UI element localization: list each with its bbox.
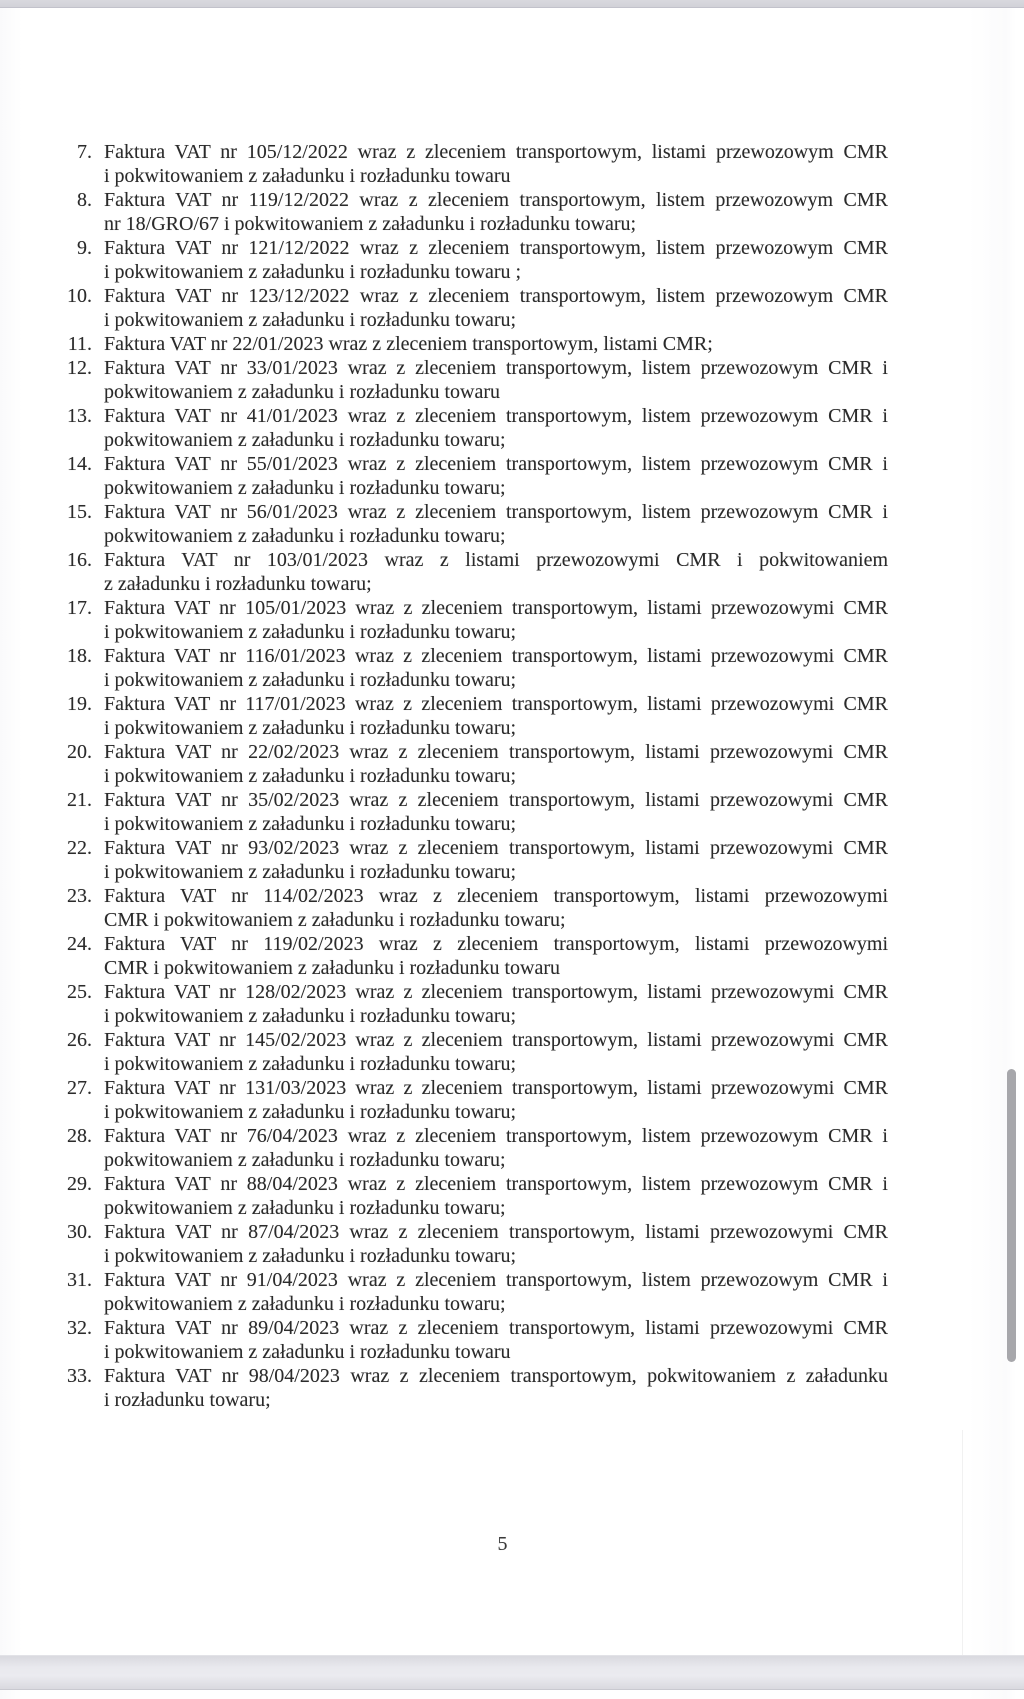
list-item-lines (104, 1124, 888, 1172)
list-item-number: 25. (67, 981, 92, 1003)
list-item-line: i pokwitowaniem z załadunku i rozładunku towaru; (104, 621, 517, 643)
list-item-line: i pokwitowaniem z załadunku i rozładunku towaru; (104, 861, 517, 883)
list-item-line: i pokwitowaniem z załadunku i rozładunku towaru; (104, 1245, 517, 1267)
list-item-lines (104, 548, 888, 596)
list-item-number: 26. (67, 1029, 92, 1051)
list-item (56, 236, 888, 284)
list-item-lines (104, 1028, 888, 1076)
list-item-lines (104, 692, 888, 740)
list-item-lines (104, 596, 888, 644)
list-item (56, 1076, 888, 1124)
list-item-number: 14. (67, 453, 92, 475)
list-item-line: Faktura VAT nr 93/02/2023 wraz z zleceniem transportowym, listami przewozowymi CMR (104, 837, 888, 859)
list-item-number: 12. (67, 357, 92, 379)
list-item-number: 19. (67, 693, 92, 715)
list-item-number: 30. (67, 1221, 92, 1243)
list-item-number: 20. (67, 741, 92, 763)
scrollbar-thumb[interactable] (1007, 1069, 1016, 1362)
list-item-line: i pokwitowaniem z załadunku i rozładunku towaru; (104, 1053, 517, 1075)
list-item (56, 404, 888, 452)
list-item (56, 836, 888, 884)
list-item (56, 332, 888, 356)
list-item (56, 188, 888, 236)
list-item-line: Faktura VAT nr 41/01/2023 wraz z zleceniem transportowym, listem przewozowym CMR i (104, 405, 888, 427)
list-item-line: Faktura VAT nr 76/04/2023 wraz z zleceniem transportowym, listem przewozowym CMR i (104, 1125, 888, 1147)
list-item-line: Faktura VAT nr 22/02/2023 wraz z zleceniem transportowym, listami przewozowymi CMR (104, 741, 888, 763)
list-item-number: 8. (77, 189, 92, 211)
list-item (56, 1124, 888, 1172)
list-item-line: Faktura VAT nr 128/02/2023 wraz z zleceniem transportowym, listami przewozowymi CMR (104, 981, 888, 1003)
list-item (56, 1172, 888, 1220)
list-item-line: Faktura VAT nr 56/01/2023 wraz z zleceniem transportowym, listem przewozowym CMR i (104, 501, 888, 523)
list-item (56, 644, 888, 692)
list-item-number: 11. (67, 333, 92, 355)
list-item-number: 17. (67, 597, 92, 619)
list-item (56, 1220, 888, 1268)
list-item-line: pokwitowaniem z załadunku i rozładunku towaru (104, 381, 500, 403)
list-item-line: Faktura VAT nr 119/02/2023 wraz z zleceniem transportowym, listami przewozowymi (104, 933, 888, 955)
list-item (56, 1316, 888, 1364)
list-item-lines (104, 644, 888, 692)
list-item-line: Faktura VAT nr 145/02/2023 wraz z zleceniem transportowym, listami przewozowymi CMR (104, 1029, 888, 1051)
list-item-lines (104, 1364, 888, 1412)
list-item-line: i pokwitowaniem z załadunku i rozładunku towaru; (104, 1005, 517, 1027)
list-item-line: Faktura VAT nr 55/01/2023 wraz z zleceniem transportowym, listem przewozowym CMR i (104, 453, 888, 475)
list-item (56, 1028, 888, 1076)
list-item-lines (104, 188, 888, 236)
list-item-lines (104, 356, 888, 404)
list-item-number: 16. (67, 549, 92, 571)
list-item-line: pokwitowaniem z załadunku i rozładunku towaru; (104, 1197, 506, 1219)
list-item-number: 23. (67, 885, 92, 907)
list-item-number: 22. (67, 837, 92, 859)
list-item-lines (104, 332, 888, 356)
list-item-lines (104, 140, 888, 188)
list-item (56, 596, 888, 644)
list-item-lines (104, 1316, 888, 1364)
list-item (56, 548, 888, 596)
list-item-lines (104, 740, 888, 788)
list-item-line: Faktura VAT nr 116/01/2023 wraz z zleceniem transportowym, listami przewozowymi CMR (104, 645, 888, 667)
list-item (56, 140, 888, 188)
list-item-line: i pokwitowaniem z załadunku i rozładunku towaru (104, 165, 511, 187)
page-number: 5 (497, 1533, 508, 1555)
list-item-line: pokwitowaniem z załadunku i rozładunku towaru; (104, 477, 506, 499)
list-item-line: pokwitowaniem z załadunku i rozładunku towaru; (104, 429, 506, 451)
invoice-list (56, 140, 888, 1412)
list-item (56, 980, 888, 1028)
list-item-lines (104, 980, 888, 1028)
list-item-lines (104, 788, 888, 836)
list-item-line: i pokwitowaniem z załadunku i rozładunku towaru ; (104, 261, 522, 283)
list-item-number: 28. (67, 1125, 92, 1147)
list-item-line: i pokwitowaniem z załadunku i rozładunku towaru; (104, 717, 517, 739)
list-item-lines (104, 452, 888, 500)
list-item-line: Faktura VAT nr 121/12/2022 wraz z zleceniem transportowym, listem przewozowym CMR (104, 237, 888, 259)
list-item-line: Faktura VAT nr 119/12/2022 wraz z zleceniem transportowym, listem przewozowym CMR (104, 189, 888, 211)
list-item-line: Faktura VAT nr 87/04/2023 wraz z zleceniem transportowym, listami przewozowymi CMR (104, 1221, 888, 1243)
list-item-line: Faktura VAT nr 91/04/2023 wraz z zleceniem transportowym, listem przewozowym CMR i (104, 1269, 888, 1291)
list-item-number: 33. (67, 1365, 92, 1387)
list-item-line: i rozładunku towaru; (104, 1389, 271, 1411)
viewer-bottom-bar (0, 1655, 1024, 1690)
list-item-line: Faktura VAT nr 33/01/2023 wraz z zleceniem transportowym, listem przewozowym CMR i (104, 357, 888, 379)
list-item-line: i pokwitowaniem z załadunku i rozładunku towaru; (104, 813, 517, 835)
list-item-lines (104, 1076, 888, 1124)
list-item-line: i pokwitowaniem z załadunku i rozładunku towaru; (104, 765, 517, 787)
list-item-line: Faktura VAT nr 131/03/2023 wraz z zleceniem transportowym, listami przewozowymi CMR (104, 1077, 888, 1099)
list-item-number: 18. (67, 645, 92, 667)
list-item-line: nr 18/GRO/67 i pokwitowaniem z załadunku i rozładunku towaru; (104, 213, 637, 235)
list-item-number: 7. (77, 141, 92, 163)
list-item-lines (104, 500, 888, 548)
list-item (56, 740, 888, 788)
list-item-number: 27. (67, 1077, 92, 1099)
list-item-lines (104, 404, 888, 452)
list-item-lines (104, 836, 888, 884)
list-item-line: CMR i pokwitowaniem z załadunku i rozładunku towaru (104, 957, 561, 979)
list-item-number: 24. (67, 933, 92, 955)
list-item-line: Faktura VAT nr 123/12/2022 wraz z zleceniem transportowym, listem przewozowym CMR (104, 285, 888, 307)
list-item-number: 31. (67, 1269, 92, 1291)
list-item (56, 452, 888, 500)
list-item (56, 788, 888, 836)
list-item-line: CMR i pokwitowaniem z załadunku i rozładunku towaru; (104, 909, 566, 931)
list-item-line: Faktura VAT nr 105/01/2023 wraz z zleceniem transportowym, listami przewozowymi CMR (104, 597, 888, 619)
list-item-lines (104, 284, 888, 332)
list-item-line: i pokwitowaniem z załadunku i rozładunku towaru; (104, 669, 517, 691)
list-item-line: Faktura VAT nr 105/12/2022 wraz z zleceniem transportowym, listami przewozowym CMR (104, 141, 888, 163)
list-item-line: pokwitowaniem z załadunku i rozładunku towaru; (104, 1293, 506, 1315)
list-item-number: 10. (67, 285, 92, 307)
list-item (56, 1268, 888, 1316)
list-item-line: Faktura VAT nr 35/02/2023 wraz z zleceniem transportowym, listami przewozowymi CMR (104, 789, 888, 811)
list-item-lines (104, 932, 888, 980)
list-item-line: Faktura VAT nr 88/04/2023 wraz z zleceniem transportowym, listem przewozowym CMR i (104, 1173, 888, 1195)
list-item-line: i pokwitowaniem z załadunku i rozładunku towaru; (104, 1101, 517, 1123)
list-item-line: Faktura VAT nr 22/01/2023 wraz z zleceniem transportowym, listami CMR; (104, 333, 713, 355)
list-item-number: 32. (67, 1317, 92, 1339)
list-item (56, 932, 888, 980)
list-item-line: pokwitowaniem z załadunku i rozładunku towaru; (104, 525, 506, 547)
list-item (56, 356, 888, 404)
list-item-line: i pokwitowaniem z załadunku i rozładunku towaru (104, 1341, 511, 1363)
list-item-line: i pokwitowaniem z załadunku i rozładunku towaru; (104, 309, 517, 331)
list-item-lines (104, 1220, 888, 1268)
list-item-lines (104, 884, 888, 932)
list-item (56, 1364, 888, 1412)
list-item-number: 21. (67, 789, 92, 811)
list-item (56, 284, 888, 332)
list-item-lines (104, 236, 888, 284)
list-item-number: 29. (67, 1173, 92, 1195)
list-item-number: 9. (77, 237, 92, 259)
list-item-line: Faktura VAT nr 98/04/2023 wraz z zleceniem transportowym, pokwitowaniem z załadunku (104, 1365, 888, 1387)
page-edge-line (962, 1430, 963, 1655)
list-item-number: 15. (67, 501, 92, 523)
list-item-lines (104, 1172, 888, 1220)
list-item (56, 500, 888, 548)
list-item-line: Faktura VAT nr 103/01/2023 wraz z listami przewozowymi CMR i pokwitowaniem (104, 549, 888, 571)
list-item (56, 884, 888, 932)
list-item-line: z załadunku i rozładunku towaru; (104, 573, 372, 595)
list-item-lines (104, 1268, 888, 1316)
list-item-line: Faktura VAT nr 89/04/2023 wraz z zleceniem transportowym, listami przewozowymi CMR (104, 1317, 888, 1339)
list-item-line: Faktura VAT nr 114/02/2023 wraz z zleceniem transportowym, listami przewozowymi (104, 885, 888, 907)
list-item (56, 692, 888, 740)
viewer-top-bar (0, 0, 1024, 8)
list-item-line: pokwitowaniem z załadunku i rozładunku towaru; (104, 1149, 506, 1171)
list-item-line: Faktura VAT nr 117/01/2023 wraz z zleceniem transportowym, listami przewozowymi CMR (104, 693, 888, 715)
list-item-number: 13. (67, 405, 92, 427)
